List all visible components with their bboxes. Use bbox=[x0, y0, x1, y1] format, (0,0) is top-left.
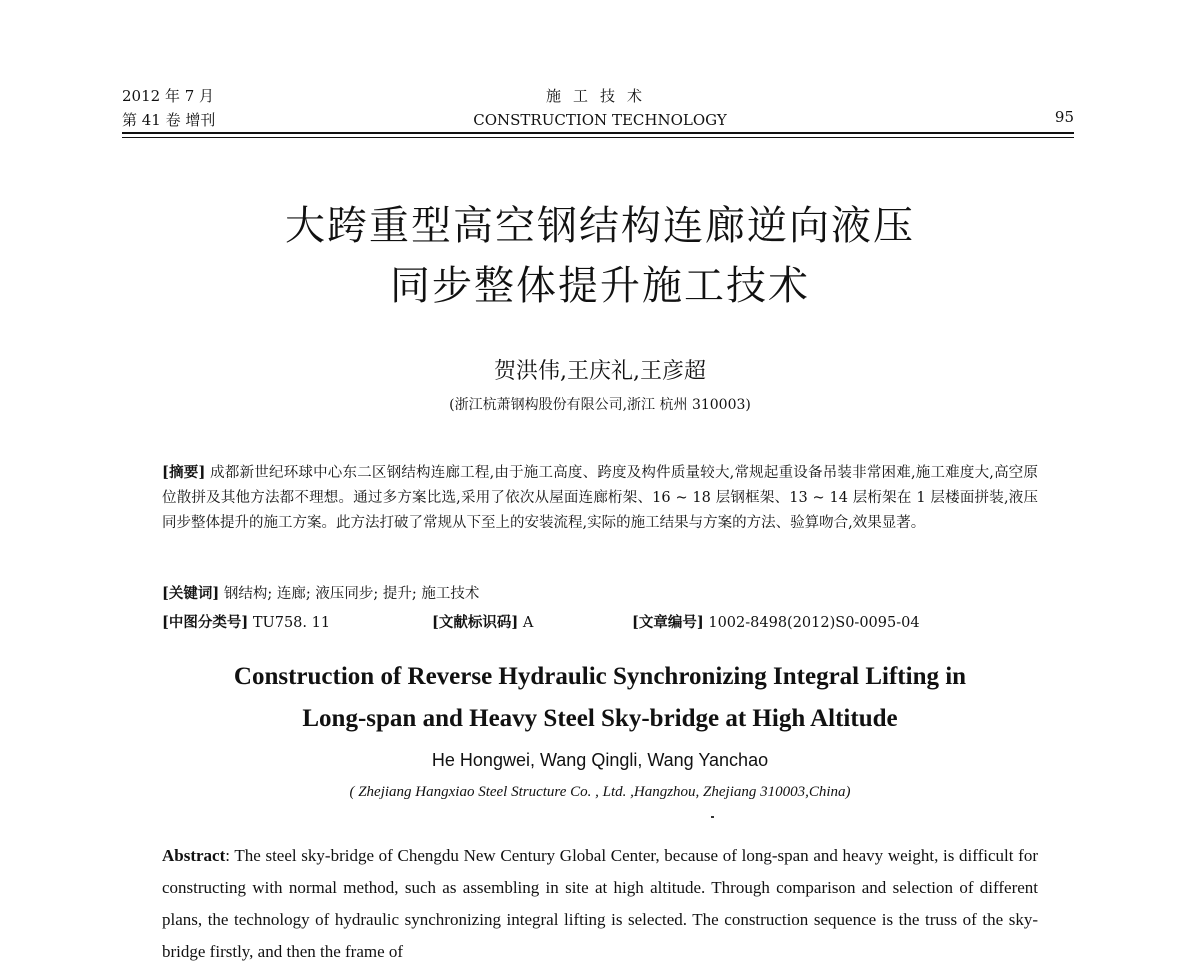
header-rule-thin bbox=[122, 137, 1074, 138]
abstract-cn bbox=[162, 460, 1038, 536]
article-number bbox=[632, 610, 920, 636]
article-number-label: [文章编号] bbox=[632, 614, 704, 631]
authors-en: He Hongwei, Wang Qingli, Wang Yanchao bbox=[431, 750, 769, 770]
document-code-label: [文献标识码] bbox=[432, 614, 519, 631]
abstract-en-text: The steel sky-bridge of Chengdu New Century Global Center, because of long-span and heavy weight, is difficult for constructing with normal method, such as assembling in site at high altitude. Through comparison and selection of different plans, the technology of hydraulic synchronizing integral lifting is selected. The construction sequence is the truss of the sky-bridge firstly, and then the frame of bbox=[162, 846, 1038, 961]
stray-mark bbox=[711, 816, 714, 818]
header-rule-thick bbox=[122, 132, 1074, 134]
article-number-value: 1002-8498(2012)S0-0095-04 bbox=[708, 615, 920, 631]
affiliation-en: ( Zhejiang Hangxiao Steel Structure Co. , Ltd. ,Hangzhou, Zhejiang 310003,China) bbox=[349, 784, 851, 800]
issue-date: 2012 年 7 月 bbox=[122, 87, 215, 105]
title-en-line1: Construction of Reverse Hydraulic Synchronizing Integral Lifting in bbox=[233, 663, 967, 690]
title-cn-line2: 同步整体提升施工技术 bbox=[390, 263, 810, 309]
abstract-en bbox=[162, 840, 1038, 968]
classification-value: TU758. 11 bbox=[252, 615, 331, 631]
document-code bbox=[432, 610, 533, 636]
keywords-cn bbox=[162, 581, 479, 607]
page-number: 95 bbox=[1054, 108, 1074, 126]
document-code-value: A bbox=[522, 615, 534, 631]
authors-cn: 贺洪伟,王庆礼,王彦超 bbox=[494, 359, 706, 384]
title-en-line2: Long-span and Heavy Steel Sky-bridge at High Altitude bbox=[302, 705, 898, 732]
volume-info: 第 41 卷 增刊 bbox=[122, 111, 216, 129]
journal-masthead bbox=[420, 84, 780, 132]
journal-name-en: CONSTRUCTION TECHNOLOGY bbox=[473, 111, 727, 129]
classification-number bbox=[162, 610, 330, 636]
title-en bbox=[100, 656, 1100, 740]
abstract-en-colon: : bbox=[225, 846, 235, 865]
abstract-cn-label: [摘要] bbox=[162, 464, 206, 481]
keywords-text: 钢结构; 连廊; 液压同步; 提升; 施工技术 bbox=[223, 586, 480, 602]
affiliation-cn: (浙江杭萧钢构股份有限公司,浙江 杭州 310003) bbox=[449, 397, 751, 413]
abstract-en-label: Abstract bbox=[162, 846, 226, 865]
title-cn bbox=[100, 196, 1100, 316]
header-left bbox=[122, 84, 215, 132]
title-cn-line1: 大跨重型高空钢结构连廊逆向液压 bbox=[285, 203, 915, 249]
keywords-label: [关键词] bbox=[162, 585, 220, 602]
classification-label: [中图分类号] bbox=[162, 614, 249, 631]
abstract-cn-text: 成都新世纪环球中心东二区钢结构连廊工程,由于施工高度、跨度及构件质量较大,常规起重设备吊装非常困难,施工难度大,高空原位散拼及其他方法都不理想。通过多方案比选,采用了依次从屋面连廊桁架、16 ~ 18 层钢框架、13 ~ 14 层桁架在 1 层楼面拼装,液压同步整体提升的施工方案。此方法打破了常规从下至上的安装流程,实际的施工结果与方案的方法、验算吻合,效果显著。 bbox=[162, 465, 1039, 531]
journal-name-cn: 施工技术 bbox=[545, 87, 654, 105]
